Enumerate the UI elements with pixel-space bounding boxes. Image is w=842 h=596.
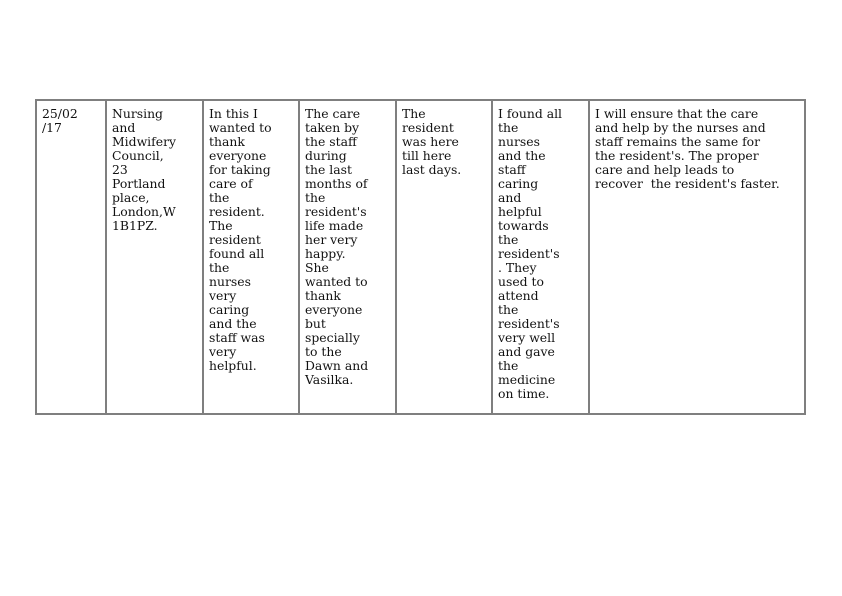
- cell-text-line: staff: [498, 162, 526, 177]
- cell-text-line: The: [209, 218, 233, 233]
- cell-text-line: for taking: [209, 162, 271, 177]
- cell-text-line: the staff: [305, 134, 357, 149]
- cell-text-line: caring: [209, 302, 250, 317]
- cell-text-line: very well: [498, 330, 556, 345]
- cell-text-line: . They: [498, 260, 537, 275]
- cell-text-line: very: [209, 288, 237, 303]
- cell-text-line: and: [498, 190, 522, 205]
- cell-text-line: helpful.: [209, 358, 257, 373]
- cell-text-line: and the: [498, 148, 546, 163]
- cell-text-line: her very: [305, 232, 358, 247]
- cell-text-line: staff remains the same for: [595, 134, 761, 149]
- cell-text-line: and: [112, 120, 136, 135]
- cell-text-line: on time.: [498, 386, 550, 401]
- cell-text-line: Midwifery: [112, 134, 176, 149]
- cell-text-line: very: [209, 344, 237, 359]
- cell-text-line: found all: [209, 246, 265, 261]
- cell-text-line: place,: [112, 190, 150, 205]
- cell-text-line: Vasilka.: [305, 372, 354, 387]
- cell-text-line: the last: [305, 162, 352, 177]
- cell-text-line: was here: [402, 134, 459, 149]
- cell-text-line: resident's: [498, 246, 560, 261]
- cell-text-line: the: [498, 232, 519, 247]
- cell-text-line: the: [498, 302, 519, 317]
- cell-text-line: and help by the nurses and: [595, 120, 766, 135]
- cell-text-line: caring: [498, 176, 539, 191]
- cell-text-line: Portland: [112, 176, 166, 191]
- cell-text-line: taken by: [305, 120, 360, 135]
- cell-text-line: the: [498, 358, 519, 373]
- date-cell: [36, 100, 106, 414]
- cell-text-line: /17: [42, 120, 62, 135]
- cell-text-line: wanted to: [305, 274, 368, 289]
- cell-text-line: resident's: [305, 204, 367, 219]
- cell-text-line: the: [209, 190, 230, 205]
- cell-text-line: Dawn and: [305, 358, 369, 373]
- cell-text-line: the: [209, 260, 230, 275]
- cell-text-line: resident: [402, 120, 454, 135]
- cell-text-line: 1B1PZ.: [112, 218, 158, 233]
- cell-text-line: towards: [498, 218, 549, 233]
- feedback-intro-cell: [203, 100, 299, 414]
- care-description-cell: [299, 100, 396, 414]
- cell-text-line: The: [402, 106, 426, 121]
- cell-text-line: thank: [305, 288, 341, 303]
- cell-text-line: London,W: [112, 204, 176, 219]
- cell-text-line: resident's: [498, 316, 560, 331]
- cell-text-line: 25/02: [42, 106, 78, 121]
- cell-text-line: 23: [112, 162, 128, 177]
- cell-text-line: used to: [498, 274, 544, 289]
- cell-text-line: In this I: [209, 106, 258, 121]
- cell-text-line: happy.: [305, 246, 346, 261]
- cell-text-line: care and help leads to: [595, 162, 735, 177]
- cell-text-line: the: [305, 190, 326, 205]
- cell-text-line: Council,: [112, 148, 164, 163]
- cell-text-line: Nursing: [112, 106, 163, 121]
- cell-text-line: She: [305, 260, 329, 275]
- cell-text-line: helpful: [498, 204, 542, 219]
- cell-text-line: during: [305, 148, 347, 163]
- cell-text-line: months of: [305, 176, 368, 191]
- cell-text-line: last days.: [402, 162, 462, 177]
- table-row: [36, 100, 805, 414]
- cell-text-line: nurses: [498, 134, 540, 149]
- cell-text-line: and gave: [498, 344, 555, 359]
- stay-duration-cell: [396, 100, 492, 414]
- staff-observation-cell: [492, 100, 589, 414]
- cell-text-line: The care: [305, 106, 361, 121]
- feedback-table: [35, 99, 806, 415]
- cell-text-line: but: [305, 316, 326, 331]
- cell-text-line: wanted to: [209, 120, 272, 135]
- cell-text-line: the resident's. The proper: [595, 148, 759, 163]
- cell-text-line: care of: [209, 176, 253, 191]
- cell-text-line: thank: [209, 134, 245, 149]
- cell-text-line: resident: [209, 232, 261, 247]
- cell-text-line: medicine: [498, 372, 556, 387]
- action-commitment-cell: [589, 100, 805, 414]
- cell-text-line: everyone: [305, 302, 363, 317]
- cell-text-line: to the: [305, 344, 342, 359]
- cell-text-line: resident.: [209, 204, 265, 219]
- cell-text-line: life made: [305, 218, 364, 233]
- recipient-address-cell: [106, 100, 203, 414]
- cell-text-line: and the: [209, 316, 257, 331]
- cell-text-line: I will ensure that the care: [595, 106, 759, 121]
- cell-text-line: till here: [402, 148, 452, 163]
- cell-text-line: attend: [498, 288, 539, 303]
- cell-text-line: recover the resident's faster.: [595, 176, 780, 191]
- cell-text-line: specially: [305, 330, 360, 345]
- cell-text-line: I found all: [498, 106, 563, 121]
- cell-text-line: everyone: [209, 148, 267, 163]
- cell-text-line: the: [498, 120, 519, 135]
- cell-text-line: nurses: [209, 274, 251, 289]
- cell-text-line: staff was: [209, 330, 265, 345]
